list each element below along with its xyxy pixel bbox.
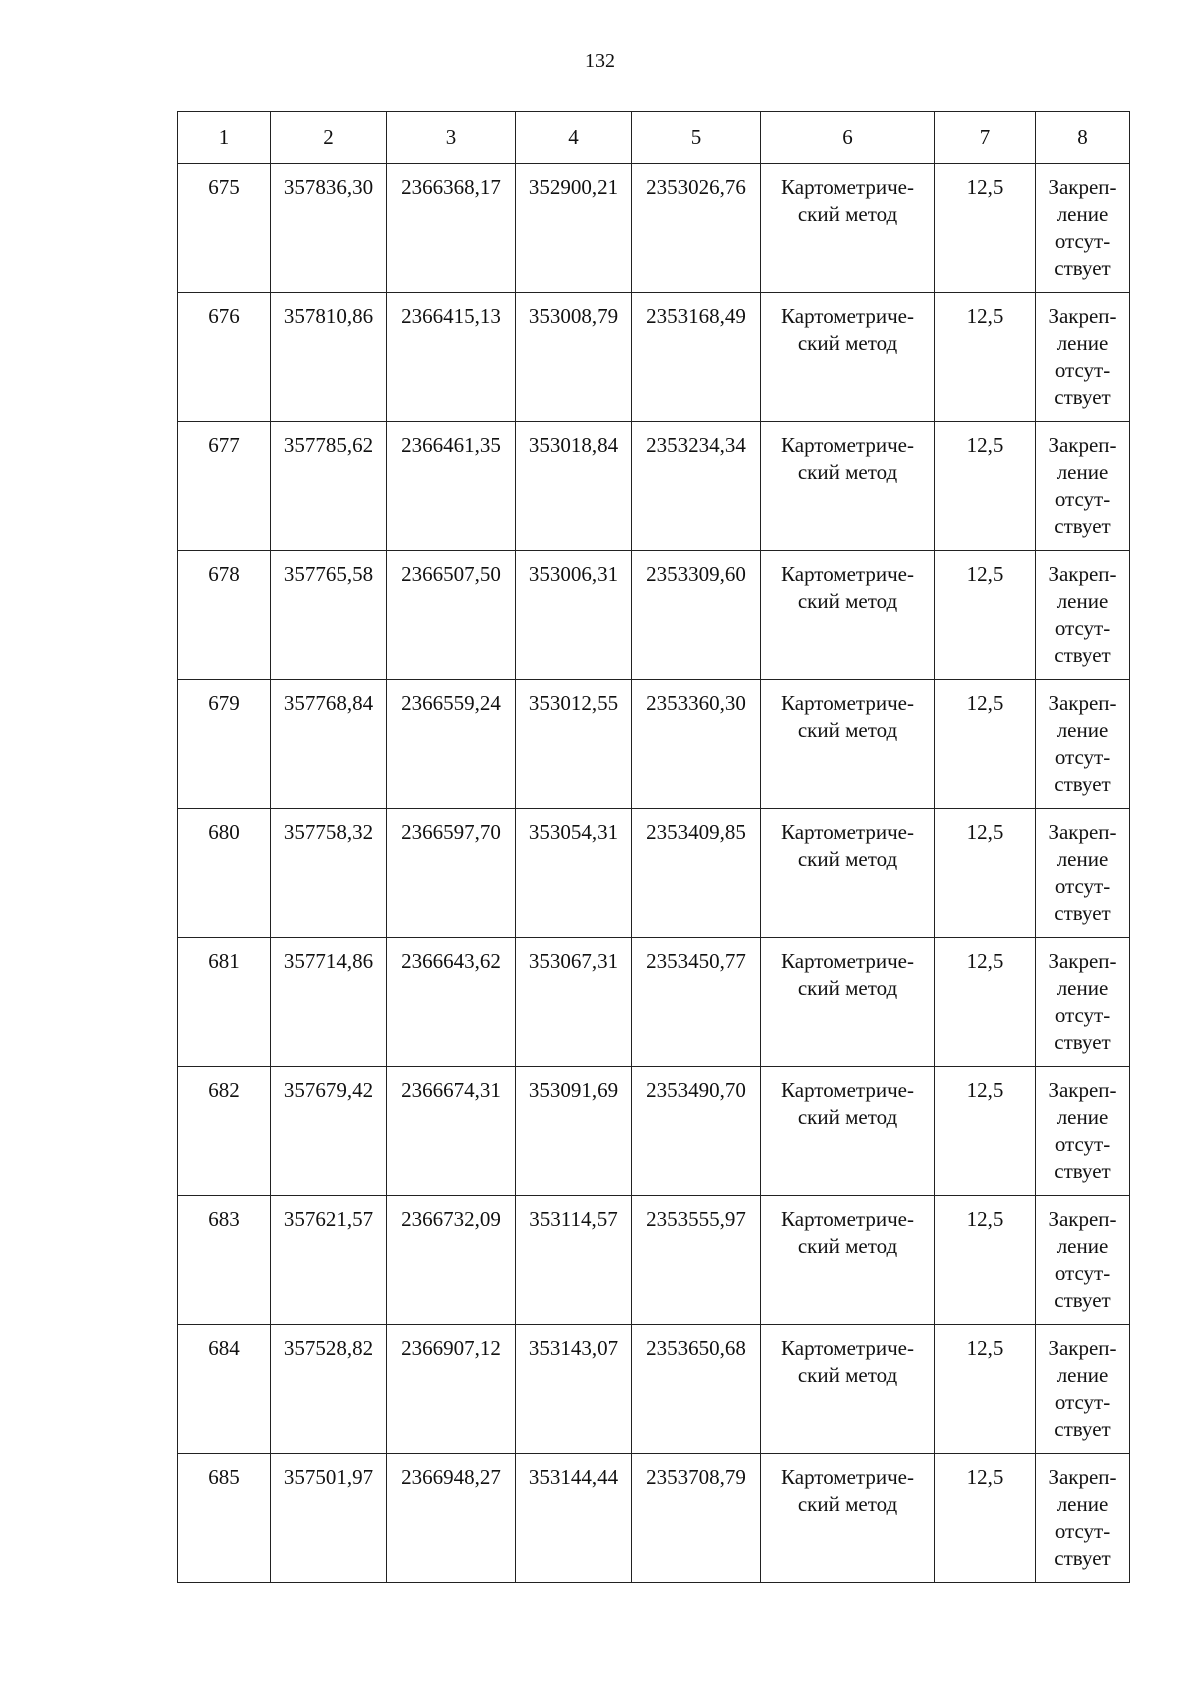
accuracy-cell: 12,5 bbox=[935, 938, 1036, 1067]
method-cell: Картометриче-ский метод bbox=[761, 422, 935, 551]
method-cell: Картометриче-ский метод bbox=[761, 680, 935, 809]
point-number-cell: 677 bbox=[178, 422, 271, 551]
fixing-cell: Закреп-ление отсут-ствует bbox=[1036, 1067, 1130, 1196]
x-coordinate-cell: 357501,97 bbox=[271, 1454, 387, 1583]
x-coordinate-cell: 353006,31 bbox=[516, 551, 632, 680]
coordinates-table bbox=[177, 111, 1130, 1583]
table-row bbox=[178, 938, 1130, 1067]
fixing-cell: Закреп-ление отсут-ствует bbox=[1036, 422, 1130, 551]
point-number-cell: 679 bbox=[178, 680, 271, 809]
table-row bbox=[178, 164, 1130, 293]
x-coordinate-cell: 357836,30 bbox=[271, 164, 387, 293]
y-coordinate-cell: 2353555,97 bbox=[632, 1196, 761, 1325]
accuracy-cell: 12,5 bbox=[935, 809, 1036, 938]
y-coordinate-cell: 2366948,27 bbox=[387, 1454, 516, 1583]
table-row bbox=[178, 551, 1130, 680]
y-coordinate-cell: 2366674,31 bbox=[387, 1067, 516, 1196]
y-coordinate-cell: 2366597,70 bbox=[387, 809, 516, 938]
fixing-cell: Закреп-ление отсут-ствует bbox=[1036, 164, 1130, 293]
method-cell: Картометриче-ский метод bbox=[761, 164, 935, 293]
method-cell: Картометриче-ский метод bbox=[761, 809, 935, 938]
table-row bbox=[178, 1454, 1130, 1583]
table-row bbox=[178, 1325, 1130, 1454]
fixing-cell: Закреп-ление отсут-ствует bbox=[1036, 1454, 1130, 1583]
column-header: 5 bbox=[632, 112, 761, 164]
point-number-cell: 682 bbox=[178, 1067, 271, 1196]
y-coordinate-cell: 2366415,13 bbox=[387, 293, 516, 422]
y-coordinate-cell: 2353490,70 bbox=[632, 1067, 761, 1196]
table-row bbox=[178, 1067, 1130, 1196]
y-coordinate-cell: 2353168,49 bbox=[632, 293, 761, 422]
point-number-cell: 683 bbox=[178, 1196, 271, 1325]
x-coordinate-cell: 357714,86 bbox=[271, 938, 387, 1067]
y-coordinate-cell: 2366559,24 bbox=[387, 680, 516, 809]
y-coordinate-cell: 2353234,34 bbox=[632, 422, 761, 551]
x-coordinate-cell: 353091,69 bbox=[516, 1067, 632, 1196]
table-row bbox=[178, 422, 1130, 551]
method-cell: Картометриче-ский метод bbox=[761, 1325, 935, 1454]
fixing-cell: Закреп-ление отсут-ствует bbox=[1036, 1325, 1130, 1454]
accuracy-cell: 12,5 bbox=[935, 1454, 1036, 1583]
x-coordinate-cell: 353067,31 bbox=[516, 938, 632, 1067]
method-cell: Картометриче-ский метод bbox=[761, 551, 935, 680]
point-number-cell: 685 bbox=[178, 1454, 271, 1583]
fixing-cell: Закреп-ление отсут-ствует bbox=[1036, 809, 1130, 938]
table-row bbox=[178, 809, 1130, 938]
point-number-cell: 675 bbox=[178, 164, 271, 293]
column-header: 1 bbox=[178, 112, 271, 164]
y-coordinate-cell: 2353450,77 bbox=[632, 938, 761, 1067]
y-coordinate-cell: 2353409,85 bbox=[632, 809, 761, 938]
x-coordinate-cell: 353143,07 bbox=[516, 1325, 632, 1454]
y-coordinate-cell: 2366461,35 bbox=[387, 422, 516, 551]
y-coordinate-cell: 2366732,09 bbox=[387, 1196, 516, 1325]
x-coordinate-cell: 353114,57 bbox=[516, 1196, 632, 1325]
x-coordinate-cell: 357765,58 bbox=[271, 551, 387, 680]
y-coordinate-cell: 2366907,12 bbox=[387, 1325, 516, 1454]
x-coordinate-cell: 353012,55 bbox=[516, 680, 632, 809]
fixing-cell: Закреп-ление отсут-ствует bbox=[1036, 680, 1130, 809]
method-cell: Картометриче-ский метод bbox=[761, 1454, 935, 1583]
accuracy-cell: 12,5 bbox=[935, 551, 1036, 680]
x-coordinate-cell: 357810,86 bbox=[271, 293, 387, 422]
point-number-cell: 681 bbox=[178, 938, 271, 1067]
y-coordinate-cell: 2353026,76 bbox=[632, 164, 761, 293]
x-coordinate-cell: 357621,57 bbox=[271, 1196, 387, 1325]
column-header: 4 bbox=[516, 112, 632, 164]
accuracy-cell: 12,5 bbox=[935, 680, 1036, 809]
y-coordinate-cell: 2353309,60 bbox=[632, 551, 761, 680]
y-coordinate-cell: 2353708,79 bbox=[632, 1454, 761, 1583]
accuracy-cell: 12,5 bbox=[935, 1325, 1036, 1454]
x-coordinate-cell: 357785,62 bbox=[271, 422, 387, 551]
method-cell: Картометриче-ский метод bbox=[761, 1196, 935, 1325]
column-header: 2 bbox=[271, 112, 387, 164]
column-header: 3 bbox=[387, 112, 516, 164]
x-coordinate-cell: 352900,21 bbox=[516, 164, 632, 293]
y-coordinate-cell: 2353360,30 bbox=[632, 680, 761, 809]
accuracy-cell: 12,5 bbox=[935, 422, 1036, 551]
x-coordinate-cell: 353008,79 bbox=[516, 293, 632, 422]
method-cell: Картометриче-ский метод bbox=[761, 293, 935, 422]
table-body bbox=[178, 164, 1130, 1583]
x-coordinate-cell: 353144,44 bbox=[516, 1454, 632, 1583]
accuracy-cell: 12,5 bbox=[935, 293, 1036, 422]
y-coordinate-cell: 2366507,50 bbox=[387, 551, 516, 680]
point-number-cell: 676 bbox=[178, 293, 271, 422]
column-header: 7 bbox=[935, 112, 1036, 164]
column-header: 8 bbox=[1036, 112, 1130, 164]
table-row bbox=[178, 680, 1130, 809]
point-number-cell: 680 bbox=[178, 809, 271, 938]
accuracy-cell: 12,5 bbox=[935, 1067, 1036, 1196]
x-coordinate-cell: 357679,42 bbox=[271, 1067, 387, 1196]
header-row bbox=[178, 112, 1130, 164]
x-coordinate-cell: 357528,82 bbox=[271, 1325, 387, 1454]
table-row bbox=[178, 1196, 1130, 1325]
fixing-cell: Закреп-ление отсут-ствует bbox=[1036, 1196, 1130, 1325]
y-coordinate-cell: 2366368,17 bbox=[387, 164, 516, 293]
accuracy-cell: 12,5 bbox=[935, 164, 1036, 293]
fixing-cell: Закреп-ление отсут-ствует bbox=[1036, 938, 1130, 1067]
point-number-cell: 678 bbox=[178, 551, 271, 680]
fixing-cell: Закреп-ление отсут-ствует bbox=[1036, 551, 1130, 680]
x-coordinate-cell: 353018,84 bbox=[516, 422, 632, 551]
page-number: 132 bbox=[585, 50, 615, 72]
x-coordinate-cell: 357758,32 bbox=[271, 809, 387, 938]
method-cell: Картометриче-ский метод bbox=[761, 1067, 935, 1196]
table-row bbox=[178, 293, 1130, 422]
point-number-cell: 684 bbox=[178, 1325, 271, 1454]
column-header: 6 bbox=[761, 112, 935, 164]
method-cell: Картометриче-ский метод bbox=[761, 938, 935, 1067]
y-coordinate-cell: 2353650,68 bbox=[632, 1325, 761, 1454]
accuracy-cell: 12,5 bbox=[935, 1196, 1036, 1325]
x-coordinate-cell: 357768,84 bbox=[271, 680, 387, 809]
y-coordinate-cell: 2366643,62 bbox=[387, 938, 516, 1067]
x-coordinate-cell: 353054,31 bbox=[516, 809, 632, 938]
fixing-cell: Закреп-ление отсут-ствует bbox=[1036, 293, 1130, 422]
